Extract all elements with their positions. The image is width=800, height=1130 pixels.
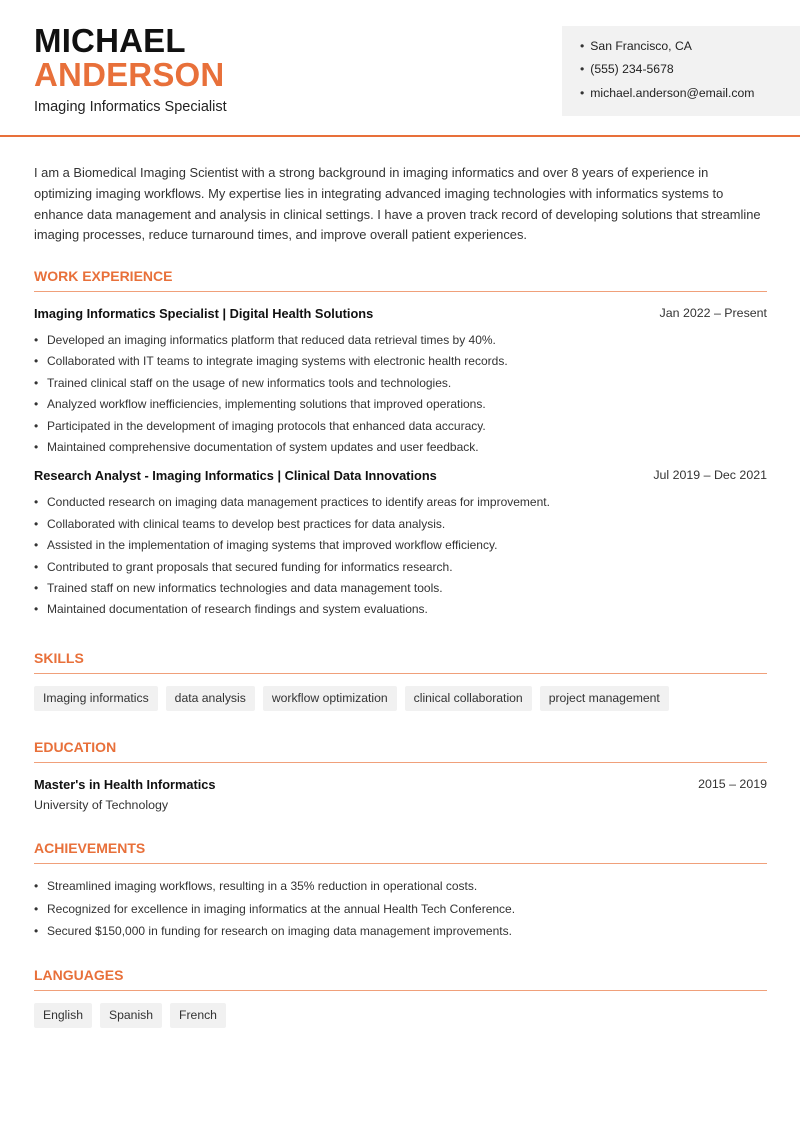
skill-tag: clinical collaboration bbox=[405, 686, 532, 711]
skill-tag: project management bbox=[540, 686, 669, 711]
contact-email: • michael.anderson@email.com bbox=[580, 84, 800, 107]
section-divider bbox=[34, 990, 767, 991]
section-title-education: EDUCATION bbox=[34, 739, 117, 755]
contact-box bbox=[562, 26, 800, 116]
job-dates: Jan 2022 – Present bbox=[659, 306, 767, 320]
section-title-skills: SKILLS bbox=[34, 650, 84, 666]
education-dates: 2015 – 2019 bbox=[698, 777, 767, 791]
job-dates: Jul 2019 – Dec 2021 bbox=[653, 468, 767, 483]
job-bullet: • Developed an imaging informatics platform that reduced data retrieval times by 40%. bbox=[47, 330, 767, 351]
first-name: MICHAEL bbox=[34, 22, 186, 59]
education-section bbox=[34, 736, 767, 812]
job-bullet: • Trained clinical staff on the usage of new informatics tools and technologies. bbox=[47, 373, 767, 394]
contact-location: • San Francisco, CA bbox=[580, 37, 800, 60]
header-divider bbox=[0, 135, 800, 137]
job-bullet: • Conducted research on imaging data management practices to identify areas for improvement. bbox=[47, 492, 767, 513]
job-bullet: • Participated in the development of imaging protocols that enhanced data accuracy. bbox=[47, 416, 767, 437]
job-bullet: • Assisted in the implementation of imaging systems that improved workflow efficiency. bbox=[47, 535, 767, 556]
skill-tag: data analysis bbox=[166, 686, 255, 711]
school-name: University of Technology bbox=[34, 798, 169, 812]
job-title: Research Analyst - Imaging Informatics | Clinical Data Innovations bbox=[34, 468, 437, 484]
section-divider bbox=[34, 291, 767, 292]
job-bullet: • Collaborated with IT teams to integrate imaging systems with electronic health records. bbox=[47, 351, 767, 372]
contact-phone: • (555) 234-5678 bbox=[580, 60, 800, 83]
language-tag: French bbox=[170, 1003, 226, 1028]
job-entry bbox=[34, 306, 767, 458]
section-title-languages: LANGUAGES bbox=[34, 967, 124, 983]
candidate-name bbox=[34, 24, 224, 92]
job-title: Imaging Informatics Specialist | Digital Health Solutions bbox=[34, 306, 374, 321]
section-divider bbox=[34, 673, 767, 674]
job-entry bbox=[34, 468, 767, 620]
achievements-section bbox=[34, 837, 767, 944]
skills-section bbox=[34, 647, 767, 711]
job-bullet: • Maintained comprehensive documentation of system updates and user feedback. bbox=[47, 437, 767, 458]
section-title-work: WORK EXPERIENCE bbox=[34, 268, 173, 284]
language-tag: Spanish bbox=[100, 1003, 162, 1028]
language-tag: English bbox=[34, 1003, 92, 1028]
achievement-item: • Recognized for excellence in imaging informatics at the annual Health Tech Conference. bbox=[47, 899, 767, 922]
achievement-item: • Secured $150,000 in funding for research on imaging data management improvements. bbox=[47, 921, 767, 944]
job-bullet: • Trained staff on new informatics technologies and data management tools. bbox=[47, 578, 767, 599]
job-bullet: • Collaborated with clinical teams to develop best practices for data analysis. bbox=[47, 514, 767, 535]
job-role: Imaging Informatics Specialist bbox=[34, 99, 227, 115]
section-divider bbox=[34, 863, 767, 864]
degree-title: Master's in Health Informatics bbox=[34, 777, 216, 792]
work-experience-section bbox=[34, 265, 767, 621]
last-name: ANDERSON bbox=[34, 56, 225, 93]
job-bullet: • Analyzed workflow inefficiencies, implementing solutions that improved operations. bbox=[47, 394, 767, 415]
summary: I am a Biomedical Imaging Scientist with a strong background in imaging informatics and over 8 years of experience in optimizing imaging workflows. My expertise lies in integrating advanced imaging technologies with informatics systems to enhance data management and analysis in clinical settings. I have a proven track record of developing solutions that streamline imaging processes, reduce turnaround times, and improve overall patient experiences. bbox=[34, 165, 761, 243]
job-bullet: • Contributed to grant proposals that secured funding for informatics research. bbox=[47, 557, 767, 578]
section-title-achievements: ACHIEVEMENTS bbox=[34, 840, 146, 856]
achievement-item: • Streamlined imaging workflows, resulting in a 35% reduction in operational costs. bbox=[47, 876, 767, 899]
languages-section bbox=[34, 964, 767, 1028]
skill-tag: Imaging informatics bbox=[34, 686, 158, 711]
job-bullet: • Maintained documentation of research findings and system evaluations. bbox=[47, 599, 767, 620]
skill-tag: workflow optimization bbox=[263, 686, 397, 711]
section-divider bbox=[34, 762, 767, 763]
